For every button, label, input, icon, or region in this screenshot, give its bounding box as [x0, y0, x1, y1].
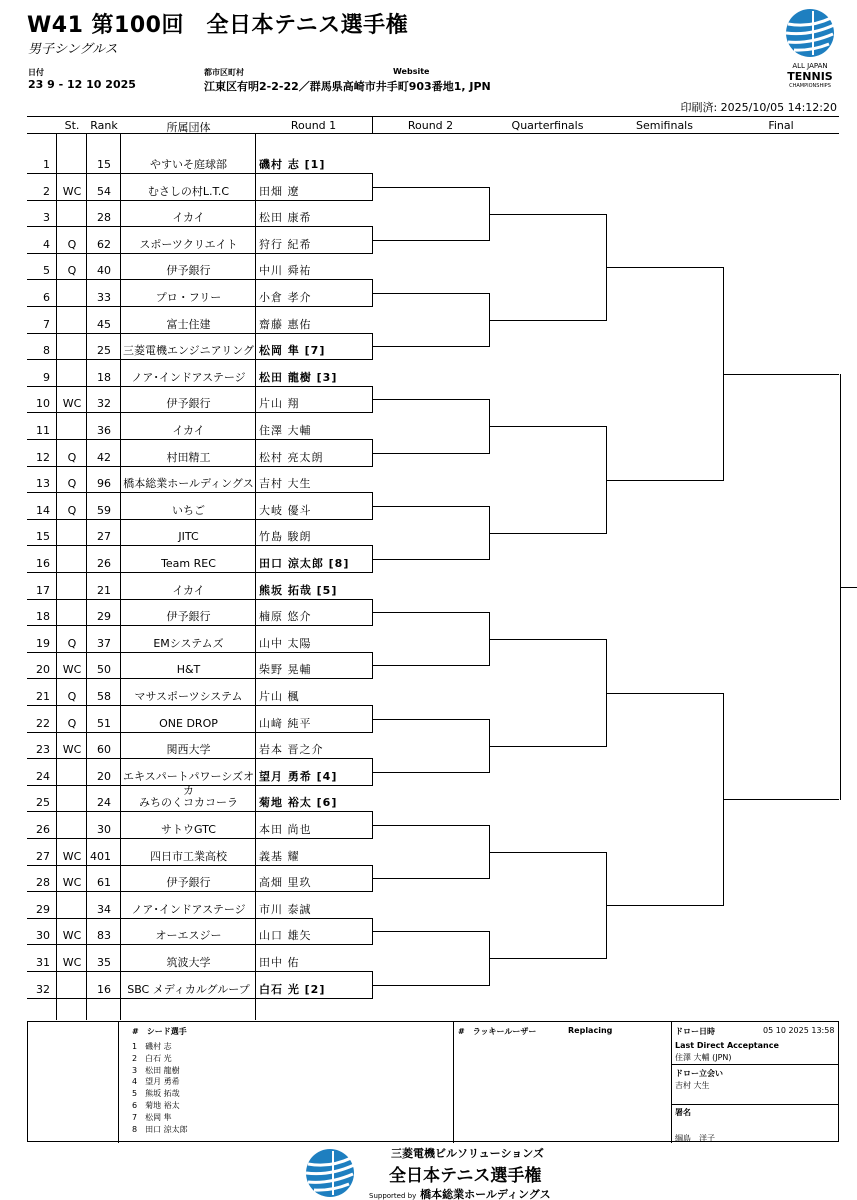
- player-rank: 37: [97, 637, 111, 650]
- player-club: ノア･インドアステージ: [131, 371, 246, 384]
- draw-number: 11: [36, 424, 50, 437]
- entry-status: Q: [67, 637, 77, 650]
- player-rank: 42: [97, 451, 111, 464]
- entry-status: WC: [62, 876, 82, 889]
- entry-status: [57, 530, 87, 544]
- header-col-rule: [372, 116, 373, 133]
- bracket-line: [372, 346, 489, 347]
- entry-status: Q: [67, 504, 77, 517]
- bracket-line: [372, 612, 489, 613]
- entry-status: WC: [62, 185, 82, 198]
- bracket-line: [723, 374, 839, 375]
- entry-status: [57, 291, 87, 305]
- witness-value: 吉村 大生: [675, 1081, 710, 1090]
- row-rule: [27, 439, 372, 440]
- bracket-line: [489, 958, 606, 959]
- player-club: 富士住建: [166, 318, 211, 331]
- row-rule: [27, 891, 372, 892]
- player-name: 義基 耀: [259, 850, 300, 863]
- draw-number: 23: [36, 743, 50, 756]
- draw-number: 31: [36, 956, 50, 969]
- draw-number: 10: [36, 397, 50, 410]
- entry-status: [57, 584, 87, 598]
- bracket-line: [489, 852, 606, 853]
- row-rule: [27, 466, 372, 467]
- player-rank: 50: [97, 663, 111, 676]
- entry-status: WC: [62, 929, 82, 942]
- player-club: H&T: [176, 663, 201, 676]
- player-name: 松村 亮太朗: [259, 451, 324, 464]
- bracket-line: [489, 214, 606, 215]
- draw-date-value: 05 10 2025 13:58: [763, 1026, 835, 1035]
- player-name: 狩行 紀希: [259, 238, 312, 251]
- player-rank: 18: [97, 371, 111, 384]
- player-club: 伊予銀行: [166, 264, 211, 277]
- draw-number: 27: [36, 850, 50, 863]
- bracket-line: [606, 905, 723, 906]
- player-name: 菊地 裕太 [6]: [259, 796, 338, 809]
- player-rank: 33: [97, 291, 111, 304]
- tennis-ball-footer-icon: [303, 1148, 357, 1198]
- draw-number: 26: [36, 823, 50, 836]
- draw-date-label: ドロー日時: [675, 1027, 715, 1036]
- player-name: 田口 涼太郎 [8]: [259, 557, 350, 570]
- entry-status: WC: [62, 850, 82, 863]
- row-rule: [27, 998, 372, 999]
- sponsor-name: 橋本総業ホールディングス: [420, 1188, 551, 1200]
- player-name: 片山 楓: [259, 690, 300, 703]
- player-rank: 29: [97, 610, 111, 623]
- entry-status: WC: [62, 397, 82, 410]
- location-label: 都市区町村: [204, 68, 244, 77]
- player-rank: 25: [97, 344, 111, 357]
- footer-line-1: 三菱電機ビルソリューションズ: [391, 1147, 544, 1160]
- player-club: 伊予銀行: [166, 610, 211, 623]
- player-club: いちご: [172, 504, 205, 517]
- player-club: 四日市工業高校: [150, 850, 227, 863]
- player-rank: 24: [97, 796, 111, 809]
- draw-number: 1: [43, 158, 50, 171]
- entry-status: WC: [62, 663, 82, 676]
- player-rank: 62: [97, 238, 111, 251]
- player-rank: 45: [97, 318, 111, 331]
- player-name: 大岐 優斗: [259, 504, 312, 517]
- player-name: 松岡 隼 [7]: [259, 344, 326, 357]
- bracket-line: [723, 799, 839, 800]
- website-label[interactable]: Website: [393, 67, 430, 76]
- footer-line-2: 全日本テニス選手権: [389, 1166, 542, 1186]
- player-rank: 15: [97, 158, 111, 171]
- player-name: 吉村 大生: [259, 477, 312, 490]
- row-rule: [27, 386, 372, 387]
- player-club: むさしの村L.T.C: [147, 185, 230, 198]
- player-club: 筑波大学: [166, 956, 211, 969]
- witness-label: ドロー立会い: [675, 1069, 723, 1078]
- row-rule: [27, 306, 372, 307]
- bracket-line: [372, 825, 489, 826]
- player-name: 住澤 大輔: [259, 424, 312, 437]
- player-club: サトウGTC: [161, 823, 216, 836]
- row-rule: [27, 652, 372, 653]
- player-club: ONE DROP: [159, 717, 218, 730]
- player-name: 中川 舜祐: [259, 264, 312, 277]
- entry-status: [57, 770, 87, 784]
- draw-number: 18: [36, 610, 50, 623]
- draw-number: 3: [43, 211, 50, 224]
- row-rule: [27, 200, 372, 201]
- bracket-line: [606, 693, 723, 694]
- row-rule: [27, 572, 372, 573]
- player-club: 伊予銀行: [166, 876, 211, 889]
- player-name: 磯村 志 [1]: [259, 158, 326, 171]
- bracket-line: [489, 426, 606, 427]
- tennis-ball-logo-icon: [779, 8, 841, 58]
- entry-status: Q: [67, 690, 77, 703]
- player-name: 小倉 孝介: [259, 291, 312, 304]
- player-name: 松田 龍樹 [3]: [259, 371, 338, 384]
- player-name: 山中 太陽: [259, 637, 312, 650]
- row-rule: [27, 253, 372, 254]
- footer-logo: [303, 1148, 357, 1198]
- draw-number: 13: [36, 477, 50, 490]
- player-name: 高畑 里玖: [259, 876, 312, 889]
- player-name: 白石 光 [2]: [259, 983, 326, 996]
- entry-status: Q: [67, 264, 77, 277]
- player-club: 三菱電機エンジニアリング: [122, 344, 255, 357]
- col-header-round1: Round 1: [290, 119, 337, 132]
- entry-status: [57, 823, 87, 837]
- player-club: プロ・フリー: [155, 291, 222, 304]
- row-rule: [27, 918, 372, 919]
- bracket-line: [489, 320, 606, 321]
- player-name: 市川 泰誠: [259, 903, 312, 916]
- player-club: やすいそ庭球部: [150, 158, 227, 171]
- player-rank: 40: [97, 264, 111, 277]
- row-rule: [27, 732, 372, 733]
- player-rank: 32: [97, 397, 111, 410]
- seed-entry: 3 松田 龍樹: [132, 1065, 180, 1075]
- seed-entry: 1 磯村 志: [132, 1042, 172, 1051]
- player-rank: 96: [97, 477, 111, 490]
- row-rule: [27, 971, 372, 972]
- bracket-line: [372, 559, 489, 560]
- entry-status: [57, 983, 87, 997]
- logo-line-2: TENNIS: [787, 70, 833, 83]
- draw-number: 5: [43, 264, 50, 277]
- player-rank: 54: [97, 185, 111, 198]
- player-name: 田畑 遼: [259, 185, 300, 198]
- lda-value: 住澤 大輔 (JPN): [675, 1053, 732, 1062]
- player-club: Team REC: [161, 557, 216, 570]
- row-rule: [27, 785, 372, 786]
- draw-number: 24: [36, 770, 50, 783]
- player-name: 山﨑 純平: [259, 717, 312, 730]
- draw-number: 15: [36, 530, 50, 543]
- row-rule: [27, 811, 372, 812]
- player-name: 岩本 晋之介: [259, 743, 324, 756]
- player-rank: 34: [97, 903, 111, 916]
- entry-status: [57, 158, 87, 172]
- draw-number: 4: [43, 238, 50, 251]
- bracket-line: [372, 772, 489, 773]
- player-club: エキスパートパワーシズオカ: [122, 770, 254, 797]
- bracket-line: [840, 587, 857, 588]
- draw-number: 25: [36, 796, 50, 809]
- seed-entry: 8 田口 涼太郎: [132, 1124, 188, 1134]
- player-rank: 21: [97, 584, 111, 597]
- seed-entry: 4 望月 勇希: [132, 1077, 180, 1087]
- row-rule: [27, 758, 372, 759]
- bracket-line: [372, 931, 489, 932]
- player-club: 村田精工: [166, 451, 211, 464]
- draw-number: 29: [36, 903, 50, 916]
- date-label: 日付: [28, 68, 44, 77]
- row-rule: [27, 279, 372, 280]
- signature-value: 綱島 洋子: [675, 1134, 715, 1143]
- event-subtitle: 男子シングルス: [28, 42, 118, 57]
- box-divider-3: [671, 1022, 672, 1143]
- player-name: 齋藤 惠佑: [259, 318, 312, 331]
- player-club: みちのくコカコーラ: [139, 796, 238, 809]
- bracket-line: [372, 293, 489, 294]
- box-divider-2: [453, 1022, 454, 1143]
- draw-number: 28: [36, 876, 50, 889]
- header-top-rule: [27, 116, 839, 117]
- player-rank: 60: [97, 743, 111, 756]
- player-rank: 401: [90, 850, 111, 863]
- bracket-line: [372, 240, 489, 241]
- replacing-header: Replacing: [568, 1026, 613, 1035]
- col-header-quarterfinals: Quarterfinals: [511, 119, 584, 132]
- seed-entry: 5 熊坂 拓哉: [132, 1089, 180, 1099]
- entry-status: Q: [67, 717, 77, 730]
- location-value: 江東区有明2-2-22／群馬県高崎市井手町903番地1, JPN: [204, 80, 491, 93]
- row-rule: [27, 173, 372, 174]
- row-rule: [27, 412, 372, 413]
- player-club: 橋本総業ホールディングス: [123, 477, 254, 490]
- player-rank: 30: [97, 823, 111, 836]
- lda-label: Last Direct Acceptance: [675, 1041, 779, 1050]
- row-rule: [27, 678, 372, 679]
- player-name: 片山 翔: [259, 397, 300, 410]
- entry-status: WC: [62, 743, 82, 756]
- row-rule: [27, 333, 372, 334]
- player-rank: 51: [97, 717, 111, 730]
- player-club: イカイ: [172, 584, 205, 597]
- lucky-loser-header: # ラッキールーザー: [458, 1027, 537, 1036]
- page-title: W41 第100回 全日本テニス選手権: [27, 13, 409, 38]
- entry-status: WC: [62, 956, 82, 969]
- bracket-line: [489, 533, 606, 534]
- player-rank: 20: [97, 770, 111, 783]
- logo-line-1: ALL JAPAN: [792, 62, 828, 70]
- box-rule-2: [671, 1104, 839, 1105]
- draw-number: 19: [36, 637, 50, 650]
- row-rule: [27, 865, 372, 866]
- draw-number: 17: [36, 584, 50, 597]
- player-rank: 59: [97, 504, 111, 517]
- player-name: 楠原 悠介: [259, 610, 312, 623]
- bracket-line: [372, 878, 489, 879]
- player-rank: 36: [97, 424, 111, 437]
- draw-number: 14: [36, 504, 50, 517]
- footer-sponsor: [369, 1186, 551, 1200]
- player-rank: 28: [97, 211, 111, 224]
- date-value: 23 9 - 12 10 2025: [28, 78, 136, 91]
- col-header-final: Final: [768, 119, 794, 132]
- seed-entry: 6 菊地 裕太: [132, 1101, 180, 1110]
- col-header-st: St.: [64, 119, 80, 132]
- bracket-line: [372, 719, 489, 720]
- entry-status: [57, 344, 87, 358]
- player-club: スポーツクリエイト: [139, 238, 238, 251]
- entry-status: [57, 211, 87, 225]
- draw-number: 9: [43, 371, 50, 384]
- player-name: 本田 尚也: [259, 823, 312, 836]
- printed-timestamp: 印刷済: 2025/10/05 14:12:20: [680, 101, 837, 114]
- row-rule: [27, 599, 372, 600]
- seed-entry: 7 松岡 隼: [132, 1112, 172, 1122]
- supported-by-label: Supported by: [369, 1192, 417, 1200]
- draw-number: 22: [36, 717, 50, 730]
- row-rule: [27, 545, 372, 546]
- draw-number: 30: [36, 929, 50, 942]
- draw-number: 16: [36, 557, 50, 570]
- col-header-round2: Round 2: [407, 119, 454, 132]
- entry-status: [57, 557, 87, 571]
- draw-number: 6: [43, 291, 50, 304]
- player-rank: 83: [97, 929, 111, 942]
- entry-status: Q: [67, 451, 77, 464]
- draw-number: 21: [36, 690, 50, 703]
- player-name: 柴野 晃輔: [259, 663, 312, 676]
- entry-status: Q: [67, 238, 77, 251]
- player-rank: 27: [97, 530, 111, 543]
- player-rank: 35: [97, 956, 111, 969]
- player-name: 竹島 駿朗: [259, 530, 312, 543]
- seed-entry: 2 白石 光: [132, 1053, 172, 1063]
- player-club: ノア･インドアステージ: [131, 903, 246, 916]
- player-name: 熊坂 拓哉 [5]: [259, 584, 338, 597]
- draw-info-box: [27, 1021, 839, 1142]
- draw-number: 12: [36, 451, 50, 464]
- row-rule: [27, 359, 372, 360]
- player-club: イカイ: [172, 424, 205, 437]
- player-club: 関西大学: [166, 743, 211, 756]
- entry-status: [57, 796, 87, 810]
- entry-status: Q: [67, 477, 77, 490]
- bracket-line: [372, 453, 489, 454]
- bracket-line: [372, 187, 489, 188]
- row-rule: [27, 492, 372, 493]
- entry-status: [57, 610, 87, 624]
- box-divider-1: [118, 1022, 119, 1143]
- bracket-line: [372, 399, 489, 400]
- entry-status: [57, 903, 87, 917]
- all-japan-tennis-logo: [779, 8, 841, 90]
- player-club: マサスポーツシステム: [134, 690, 243, 703]
- col-header-rank: Rank: [90, 119, 118, 132]
- player-rank: 26: [97, 557, 111, 570]
- player-name: 山口 雄矢: [259, 929, 312, 942]
- col-header-semifinals: Semifinals: [636, 119, 693, 132]
- player-club: イカイ: [172, 211, 205, 224]
- entry-status: [57, 424, 87, 438]
- player-club: EMシステムズ: [153, 637, 224, 650]
- entry-status: [57, 318, 87, 332]
- signature-label: 署名: [675, 1108, 691, 1117]
- player-name: 田中 佑: [259, 956, 300, 969]
- draw-number: 8: [43, 344, 50, 357]
- entry-status: [57, 371, 87, 385]
- row-rule: [27, 519, 372, 520]
- player-club: SBC メディカルグループ: [127, 983, 250, 996]
- seeds-header: # シード選手: [132, 1027, 187, 1036]
- player-rank: 16: [97, 983, 111, 996]
- col-header-club: 所属団体: [166, 121, 211, 134]
- bracket-line: [489, 746, 606, 747]
- row-rule: [27, 838, 372, 839]
- draw-number: 7: [43, 318, 50, 331]
- bracket-line: [372, 506, 489, 507]
- player-name: 望月 勇希 [4]: [259, 770, 338, 783]
- box-rule-1: [671, 1064, 839, 1065]
- draw-number: 32: [36, 983, 50, 996]
- draw-number: 2: [43, 185, 50, 198]
- player-name: 松田 康希: [259, 211, 312, 224]
- row-rule: [27, 625, 372, 626]
- player-club: 伊予銀行: [166, 397, 211, 410]
- player-club: JITC: [178, 530, 199, 543]
- bracket-line: [372, 665, 489, 666]
- bracket-line: [606, 480, 723, 481]
- row-rule: [27, 705, 372, 706]
- player-rank: 61: [97, 876, 111, 889]
- row-rule: [27, 944, 372, 945]
- draw-number: 20: [36, 663, 50, 676]
- bracket-line: [489, 639, 606, 640]
- bracket-line: [606, 267, 723, 268]
- bracket-line: [372, 985, 489, 986]
- logo-line-3: CHAMPIONSHIPS: [789, 83, 831, 89]
- player-club: オーエスジー: [155, 929, 222, 942]
- player-rank: 58: [97, 690, 111, 703]
- row-rule: [27, 226, 372, 227]
